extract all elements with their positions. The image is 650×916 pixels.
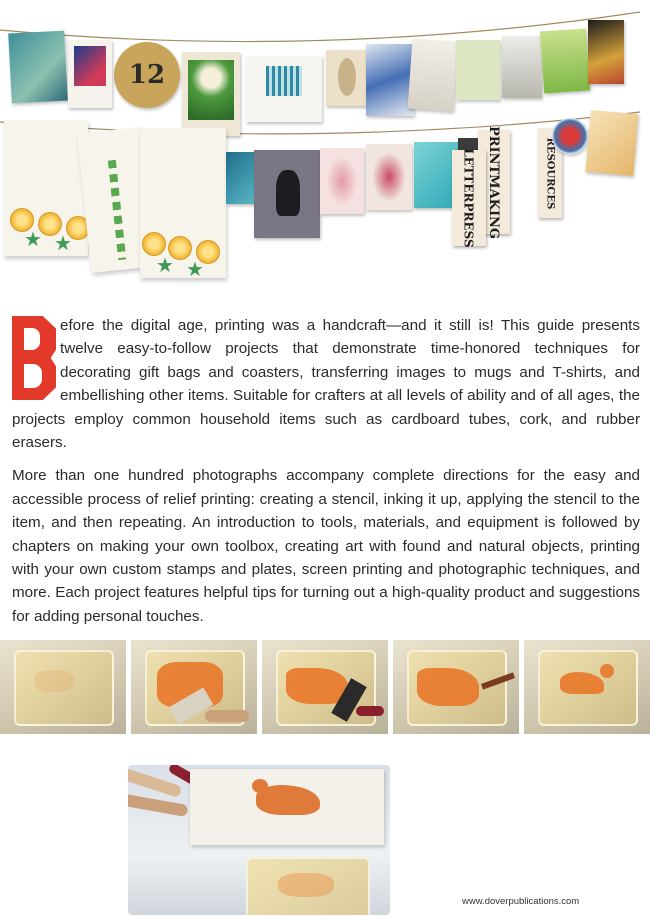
print-card-green bbox=[182, 52, 240, 136]
step-4-photo bbox=[393, 640, 519, 734]
print-card-ochre bbox=[585, 110, 638, 176]
sign-printmaking-text: PRINTMAKING bbox=[486, 125, 502, 239]
garland-photo bbox=[0, 0, 650, 292]
print-card-blue bbox=[68, 40, 112, 108]
step-1-photo bbox=[0, 640, 126, 734]
sign-letterpress-text: LETTERPRESS bbox=[462, 148, 477, 248]
publisher-url: www.doverpublications.com bbox=[462, 896, 580, 907]
print-card-leaf bbox=[326, 50, 370, 106]
print-card-sage bbox=[456, 40, 500, 100]
paragraph-1 bbox=[12, 314, 640, 454]
paragraph-2: More than one hundred photographs accompany complete directions for the easy and accessible process of relief printing: creating a stencil, inking it up, applying the stencil to the item, and then repeating. An introduction to tools, materials, and equipment is followed by chapters on making your own toolbox, creating art with found and natural objects, printing with your own custom stamps and plates, screen printing and photographic techniques, and more. Each project features helpful tips for turning out a high-quality product and suggestions for adding personal touches. bbox=[12, 467, 640, 625]
print-card-grey bbox=[502, 36, 542, 98]
print-card-badge-12 bbox=[114, 42, 180, 108]
print-card-map bbox=[588, 20, 624, 84]
print-card-lime bbox=[540, 28, 590, 93]
step-5-photo bbox=[524, 640, 650, 734]
paragraph-1-text: efore the digital age, printing was a handcraft—and it still is! This guide presents twelve easy-to-follow projects that demonstrate time-honored techniques for decorating gift bags and coasters, transferring images to mugs and T-shirts, and embellishing other items. Suitable for crafters at all levels of ability and of all ages, the projects employ common household items such as cardboard tubes, cork, and rubber erasers. bbox=[12, 317, 640, 452]
step-3-photo bbox=[262, 640, 388, 734]
print-card-grass bbox=[246, 56, 322, 122]
badge-number: 12 bbox=[128, 60, 166, 90]
print-card-fox-dark bbox=[254, 150, 320, 238]
drop-cap-letter bbox=[12, 316, 56, 400]
print-card-rose bbox=[366, 144, 412, 210]
description-text bbox=[12, 314, 640, 638]
tea-towel-citrus: ★ ★ bbox=[140, 128, 226, 278]
print-card-star-round bbox=[552, 118, 588, 154]
step-2-photo bbox=[131, 640, 257, 734]
fox-print-photo bbox=[128, 765, 390, 915]
sign-resources-text: RESOURCES bbox=[544, 137, 556, 209]
print-card-feather bbox=[408, 38, 459, 111]
tea-towel-oranges: ★ ★ bbox=[4, 120, 88, 256]
printing-steps-photos bbox=[0, 640, 650, 734]
sign-letterpress bbox=[452, 150, 486, 246]
print-card-teal bbox=[8, 31, 68, 104]
print-card-pink bbox=[320, 148, 364, 214]
